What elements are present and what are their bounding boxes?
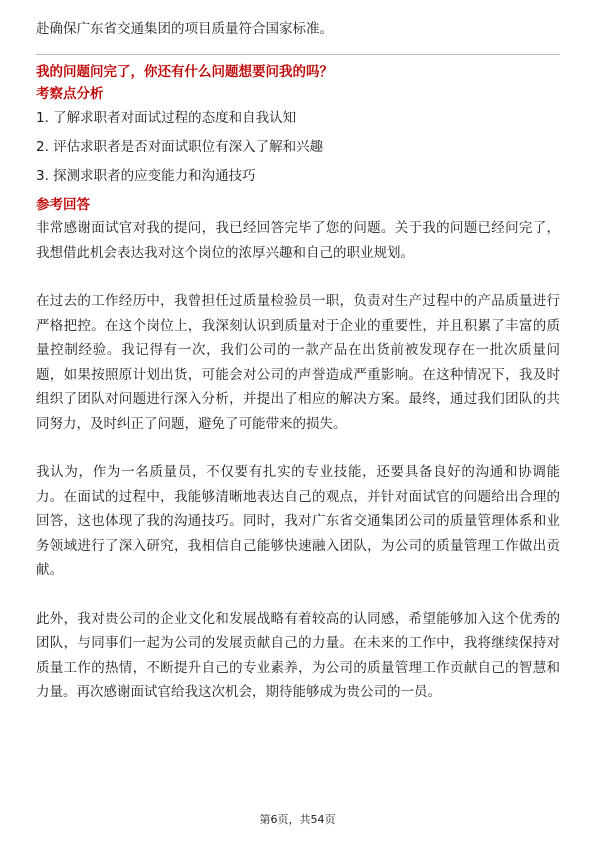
answer-paragraph: 非常感谢面试官对我的提问，我已经回答完毕了您的问题。关于我的问题已经问完了，我想借此机会表达我对这个岗位的浓厚兴趣和自己的职业规划。 — [36, 220, 560, 261]
question-title: 我的问题问完了，你还有什么问题想要问我的吗？ — [36, 64, 333, 80]
answer-paragraph: 在过去的工作经历中，我曾担任过质量检验员一职，负责对生产过程中的产品质量进行严格把控。在这个岗位上，我深刻认识到质量对于企业的重要性，并且积累了丰富的质量控制经验。我记得有一次，我们公司的一款产品在出货前被发现存在一批次质量问题，如果按照原计划出货，可能会对公司的声誉造成严重影响。在这种情况下，我及时组织了团队对问题进行深入分析，并提出了相应的解决方案。最终，通过我们团队的共同努力，及时纠正了问题，避免了可能带来的损失。 — [36, 293, 560, 432]
section-divider — [36, 54, 560, 55]
page-footer: 第6页，共54页 — [259, 813, 336, 826]
answer-heading: 参考回答 — [36, 197, 90, 213]
analysis-point: 2. 评估求职者是否对面试职位有深入了解和兴趣 — [36, 139, 324, 155]
document-page — [36, 18, 560, 705]
answer-body — [36, 216, 560, 705]
analysis-points-list — [36, 107, 560, 187]
answer-paragraph: 我认为，作为一名质量员，不仅要有扎实的专业技能，还要具备良好的沟通和协调能力。在面试的过程中，我能够清晰地表达自己的观点，并针对面试官的问题给出合理的回答，这也体现了我的沟通技巧。同时，我对广东省交通集团公司的质量管理体系和业务领域进行了深入研究，我相信自己能够快速融入团队，为公司的质量管理工作做出贡献。 — [36, 464, 560, 578]
analysis-point: 1. 了解求职者对面试过程的态度和自我认知 — [36, 110, 297, 126]
answer-paragraph: 此外，我对贵公司的企业文化和发展战略有着较高的认同感，希望能够加入这个优秀的团队，与同事们一起为公司的发展贡献自己的力量。在未来的工作中，我将继续保持对质量工作的热情，不断提升自己的专业素养，为公司的质量管理工作贡献自己的智慧和力量。再次感谢面试官给我这次机会，期待能够成为贵公司的一员。 — [36, 610, 560, 700]
analysis-point: 3. 探测求职者的应变能力和沟通技巧 — [36, 168, 256, 184]
lead-paragraph: 赴确保广东省交通集团的项目质量符合国家标准。 — [36, 21, 333, 37]
analysis-heading: 考察点分析 — [36, 86, 104, 102]
